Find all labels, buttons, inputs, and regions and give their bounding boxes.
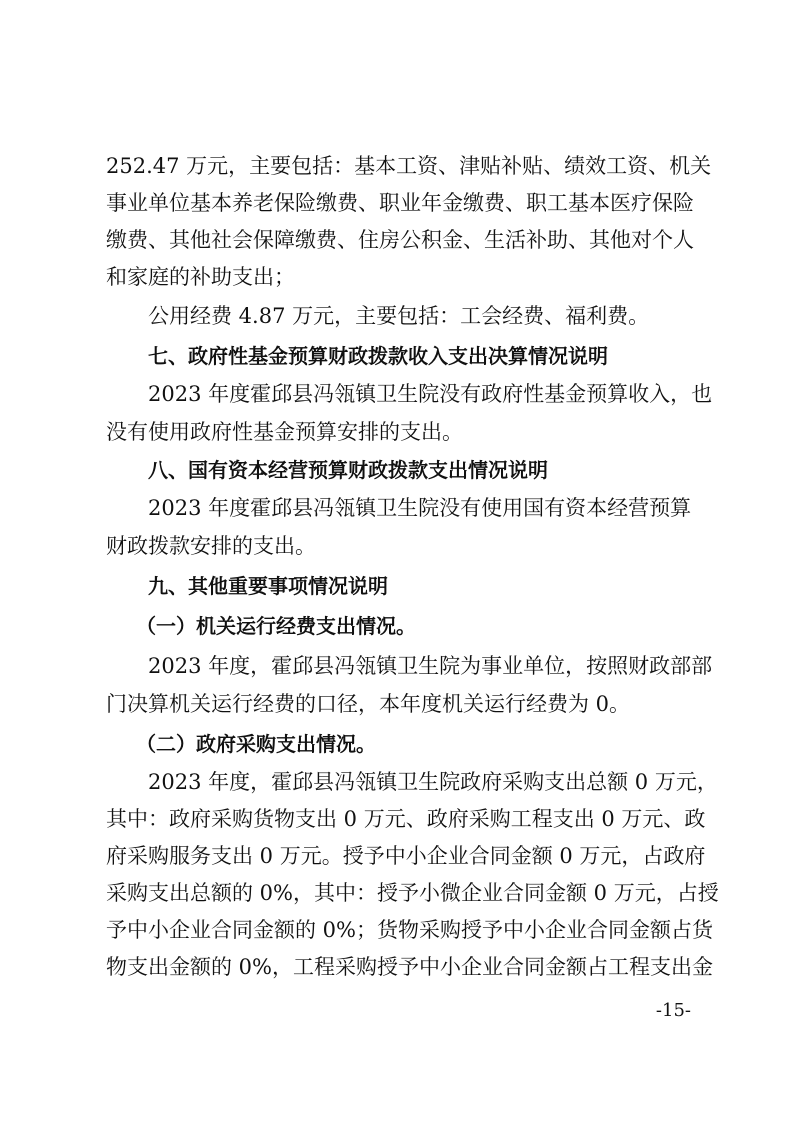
subsection-heading-2: （二）政府采购支出情况。 [136, 732, 376, 756]
section-heading-9: 九、其他重要事项情况说明 [148, 574, 388, 598]
paragraph-line: 252.47 万元，主要包括：基本工资、津贴补贴、绩效工资、机关 [106, 154, 712, 178]
paragraph-line: 2023 年度，霍邱县冯瓴镇卫生院政府采购支出总额 0 万元， [148, 770, 718, 794]
paragraph-line: 物支出金额的 0%，工程采购授予中小企业合同金额占工程支出金 [106, 955, 713, 979]
paragraph-line: 采购支出总额的 0%，其中：授予小微企业合同金额 0 万元，占授 [106, 881, 719, 905]
paragraph-line: 公用经费 4.87 万元，主要包括：工会经费、福利费。 [148, 304, 650, 328]
paragraph-line: 门决算机关运行经费的口径，本年度机关运行经费为 0。 [106, 692, 631, 716]
paragraph-line: 事业单位基本养老保险缴费、职业年金缴费、职工基本医疗保险 [106, 191, 694, 215]
section-heading-7: 七、政府性基金预算财政拨款收入支出决算情况说明 [148, 344, 608, 368]
paragraph-line: 2023 年度霍邱县冯瓴镇卫生院没有政府性基金预算收入，也 [148, 382, 713, 406]
paragraph-line: 2023 年度，霍邱县冯瓴镇卫生院为事业单位，按照财政部部 [148, 654, 713, 678]
paragraph-line: 缴费、其他社会保障缴费、住房公积金、生活补助、其他对个人 [106, 228, 694, 252]
paragraph-line: 和家庭的补助支出； [106, 265, 295, 289]
paragraph-line: 予中小企业合同金额的 0%；货物采购授予中小企业合同金额占货 [106, 918, 713, 942]
paragraph-line: 其中：政府采购货物支出 0 万元、政府采购工程支出 0 万元、政 [106, 807, 706, 831]
paragraph-line: 财政拨款安排的支出。 [106, 534, 316, 558]
section-heading-8: 八、国有资本经营预算财政拨款支出情况说明 [148, 458, 548, 482]
subsection-heading-1: （一）机关运行经费支出情况。 [136, 614, 416, 638]
paragraph-line: 没有使用政府性基金预算安排的支出。 [106, 420, 463, 444]
paragraph-line: 2023 年度霍邱县冯瓴镇卫生院没有使用国有资本经营预算 [148, 496, 692, 520]
paragraph-line: 府采购服务支出 0 万元。授予中小企业合同金额 0 万元，占政府 [106, 844, 706, 868]
page-number: -15- [655, 1000, 691, 1021]
